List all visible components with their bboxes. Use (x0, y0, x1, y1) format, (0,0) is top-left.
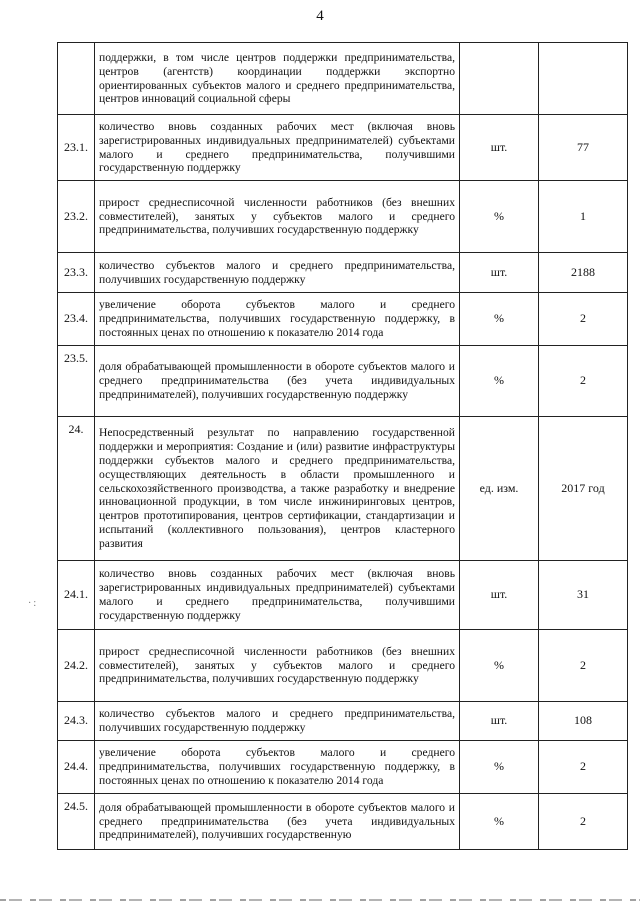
row-number: 24.1. (58, 561, 95, 630)
row-description: прирост среднесписочной численности работников (без внешних совместителей), занятых у субъектов малого и среднего предпринимательства, получивших государственную поддержку (95, 630, 460, 702)
row-value: 2 (539, 794, 628, 850)
table-row (58, 115, 628, 181)
row-description: прирост среднесписочной численности работников (без внешних совместителей), занятых у субъектов малого и среднего предпринимательства, получивших государственную поддержку (95, 181, 460, 253)
row-description: Непосредственный результат по направлению государственной поддержки и мероприятия: Создание и (или) развитие инфраструктуры поддержки субъектов малого и среднего предпринимательства, осуществляющих деятельность в области промышленного и сельскохозяйственного производства, а также разработку и внедрение инновационной продукции, в том числе инжиниринговых центров, центров прототипирования, центров сертификации, стандартизации и испытаний (коллективного пользования), центров кластерного развития (95, 417, 460, 561)
table-row (58, 293, 628, 346)
row-value: 2188 (539, 253, 628, 293)
row-value: 31 (539, 561, 628, 630)
row-description: доля обрабатывающей промышленности в обороте субъектов малого и среднего предпринимательства (без учета индивидуальных предпринимателей), получивших государственную поддержку (95, 346, 460, 417)
row-number: 24.3. (58, 702, 95, 741)
row-value: 2 (539, 741, 628, 794)
row-number: 23.4. (58, 293, 95, 346)
row-number: 24.5. (58, 794, 95, 850)
row-description: количество вновь созданных рабочих мест (включая вновь зарегистрированных индивидуальных предпринимателей) субъектами малого и среднего предпринимательства, получившими государственную поддержку (95, 115, 460, 181)
table-row (58, 346, 628, 417)
indicators-table (57, 42, 628, 850)
row-value: 2 (539, 630, 628, 702)
row-unit: % (460, 794, 539, 850)
row-description: количество субъектов малого и среднего предпринимательства, получивших государственную поддержку (95, 702, 460, 741)
row-unit: шт. (460, 702, 539, 741)
row-description: количество субъектов малого и среднего предпринимательства, получивших государственную поддержку (95, 253, 460, 293)
row-unit (460, 43, 539, 115)
row-number: 24.2. (58, 630, 95, 702)
table-row (58, 741, 628, 794)
row-number: 24. (58, 417, 95, 561)
row-unit: шт. (460, 253, 539, 293)
table-row (58, 561, 628, 630)
row-number: 23.1. (58, 115, 95, 181)
row-value (539, 43, 628, 115)
table-row (58, 630, 628, 702)
row-value: 1 (539, 181, 628, 253)
row-number: 23.2. (58, 181, 95, 253)
row-value: 108 (539, 702, 628, 741)
row-unit: ед. изм. (460, 417, 539, 561)
row-description: увеличение оборота субъектов малого и среднего предпринимательства, получивших государственную поддержку, в постоянных ценах по отношению к показателю 2014 года (95, 293, 460, 346)
row-description: поддержки, в том числе центров поддержки предпринимательства, центров (агентств) координации поддержки экспортно ориентированных субъектов малого и среднего предпринимательства, центров инноваций социальной сферы (95, 43, 460, 115)
scan-margin-mark: ·: (28, 598, 39, 609)
page-number: 4 (316, 8, 324, 24)
table-row (58, 417, 628, 561)
table-row (58, 702, 628, 741)
table-row (58, 43, 628, 115)
row-number: 23.5. (58, 346, 95, 417)
row-number: 23.3. (58, 253, 95, 293)
row-unit: % (460, 181, 539, 253)
row-unit: % (460, 293, 539, 346)
row-unit: % (460, 630, 539, 702)
scan-artifact-line (0, 899, 640, 901)
row-description: количество вновь созданных рабочих мест (включая вновь зарегистрированных индивидуальных предпринимателей) субъектами малого и среднего предпринимательства, получившими государственную поддержку (95, 561, 460, 630)
table-row (58, 181, 628, 253)
row-number: 24.4. (58, 741, 95, 794)
row-description: доля обрабатывающей промышленности в обороте субъектов малого и среднего предпринимательства (без учета индивидуальных предпринимателей), получивших государственную (95, 794, 460, 850)
row-number (58, 43, 95, 115)
row-unit: % (460, 346, 539, 417)
row-unit: % (460, 741, 539, 794)
row-value: 2 (539, 346, 628, 417)
row-description: увеличение оборота субъектов малого и среднего предпринимательства, получивших государственную поддержку, в постоянных ценах по отношению к показателю 2014 года (95, 741, 460, 794)
row-unit: шт. (460, 561, 539, 630)
row-value: 2 (539, 293, 628, 346)
row-unit: шт. (460, 115, 539, 181)
table-row (58, 253, 628, 293)
table-row (58, 794, 628, 850)
row-value: 77 (539, 115, 628, 181)
row-value: 2017 год (539, 417, 628, 561)
